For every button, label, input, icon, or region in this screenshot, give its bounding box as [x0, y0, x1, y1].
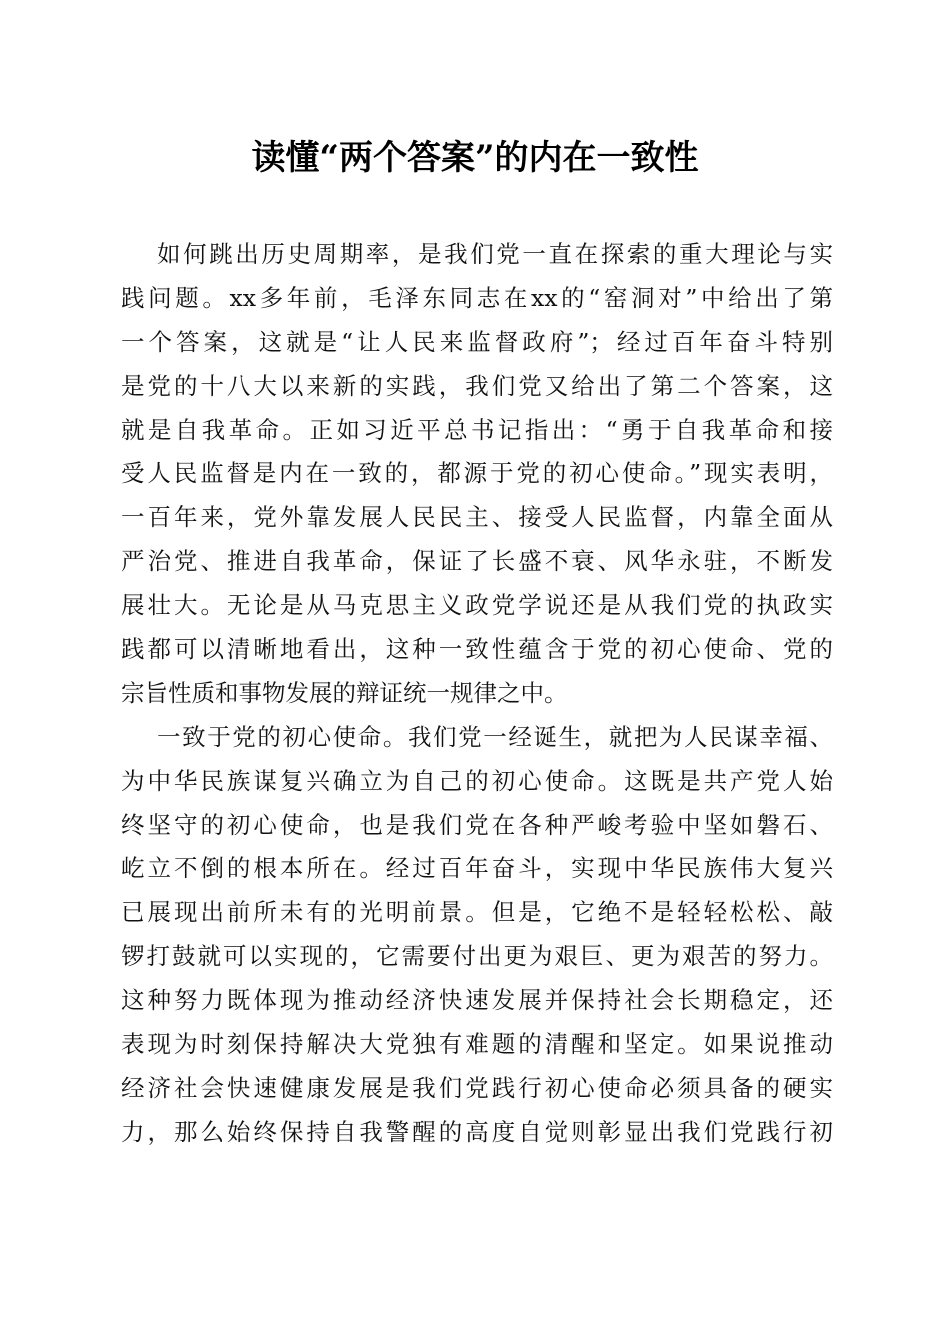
text-line: 一个答案，这就是“让人民来监督政府”；经过百年奋斗特别: [121, 327, 833, 356]
text-line: 力，那么始终保持自我警醒的高度自觉则彰显出我们党践行初: [121, 1117, 833, 1146]
text-line: 如何跳出历史周期率，是我们党一直在探索的重大理论与实: [157, 240, 833, 268]
paragraph-2: [121, 716, 833, 1155]
text-line: 屹立不倒的根本所在。经过百年奋斗，实现中华民族伟大复兴: [121, 854, 833, 883]
text-line: 已展现出前所未有的光明前景。但是，它绝不是轻轻松松、敲: [121, 898, 833, 927]
text-line: 受人民监督是内在一致的，都源于党的初心使命。”现实表明，: [121, 459, 833, 488]
document-title: 读懂“两个答案”的内在一致性: [251, 138, 699, 178]
text-line: 为中华民族谋复兴确立为自己的初心使命。这既是共产党人始: [121, 766, 833, 795]
text-line: 经济社会快速健康发展是我们党践行初心使命必须具备的硬实: [121, 1073, 833, 1102]
paragraph-1: [121, 233, 833, 716]
text-line: 展壮大。无论是从马克思主义政党学说还是从我们党的执政实: [121, 591, 833, 620]
text-line: 锣打鼓就可以实现的，它需要付出更为艰巨、更为艰苦的努力。: [121, 942, 833, 971]
text-line: 表现为时刻保持解决大党独有难题的清醒和坚定。如果说推动: [121, 1030, 833, 1059]
text-line: 践都可以清晰地看出，这种一致性蕴含于党的初心使命、党的: [121, 635, 833, 664]
text-line: 宗旨性质和事物发展的辩证统一规律之中。: [121, 678, 568, 707]
text-line: 终坚守的初心使命，也是我们党在各种严峻考验中坚如磐石、: [121, 810, 833, 839]
text-line: 一百年来，党外靠发展人民民主、接受人民监督，内靠全面从: [121, 503, 833, 532]
document-body: [121, 233, 833, 1155]
text-line: 这种努力既体现为推动经济快速发展并保持社会长期稳定，还: [121, 986, 833, 1015]
text-line: 严治党、推进自我革命，保证了长盛不衰、风华永驻，不断发: [121, 547, 833, 576]
text-line: 是党的十八大以来新的实践，我们党又给出了第二个答案，这: [121, 371, 833, 400]
text-line: 一致于党的初心使命。我们党一经诞生，就把为人民谋幸福、: [157, 722, 833, 751]
text-line: 践问题。xx多年前，毛泽东同志在xx的“窑洞对”中给出了第: [121, 283, 833, 312]
text-line: 就是自我革命。正如习近平总书记指出：“勇于自我革命和接: [121, 415, 833, 444]
